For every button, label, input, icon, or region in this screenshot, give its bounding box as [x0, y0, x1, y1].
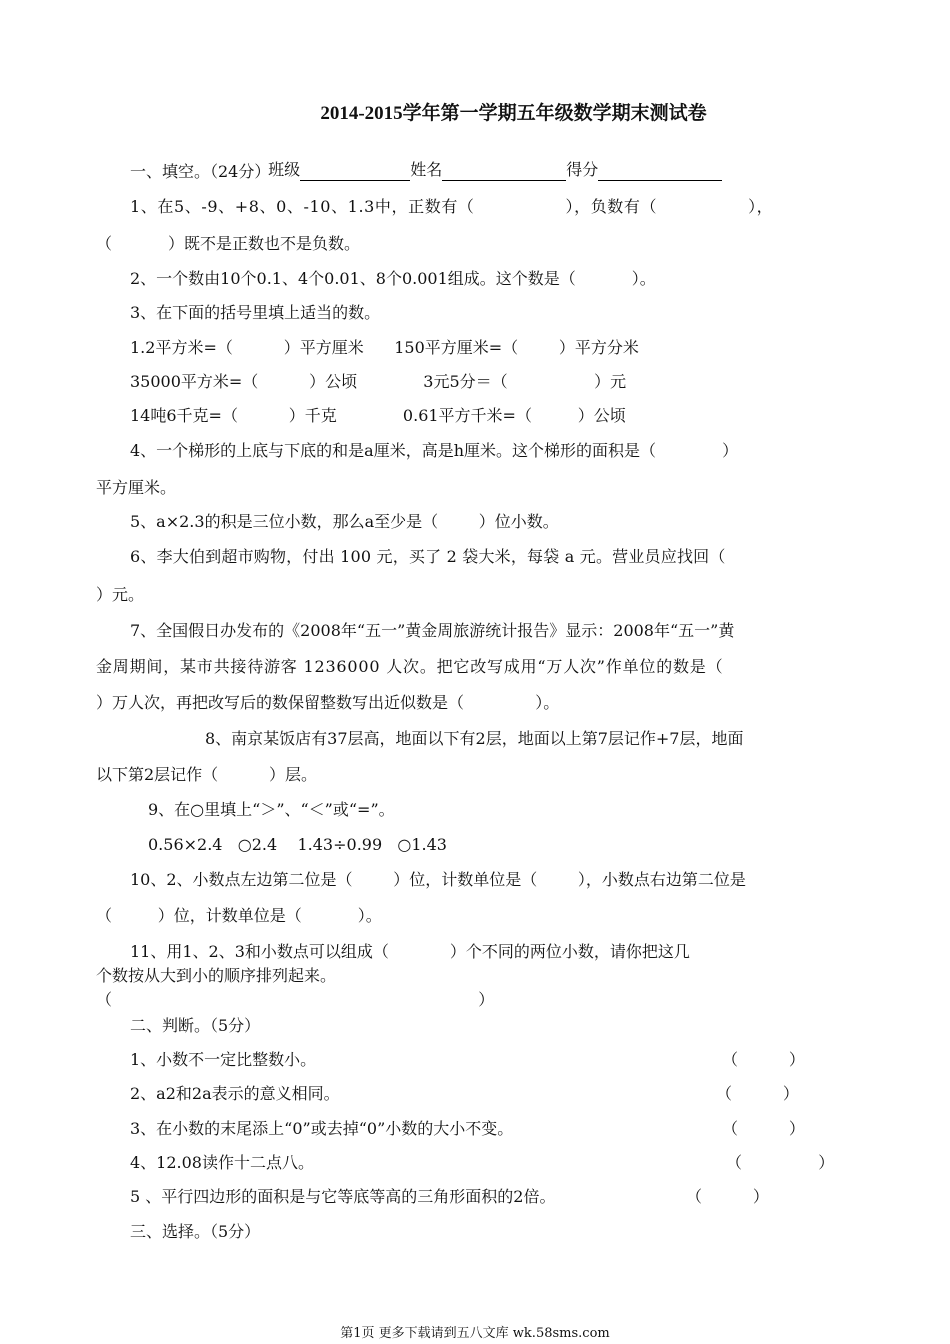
question-3-row-2: 35000平方米=（ ）公顷 3元5分＝（ ）元 [130, 372, 627, 391]
name-blank[interactable] [442, 164, 566, 181]
header-fields [258, 137, 722, 181]
class-blank[interactable] [300, 164, 410, 181]
judge-1: 1、小数不一定比整数小。 [130, 1050, 317, 1069]
question-10: 10、2、小数点左边第二位是（ ）位，计数单位是（ ），小数点右边第二位是 [130, 870, 746, 889]
page-footer: 第1页 更多下载请到五八文库 wk.58sms.com [340, 1326, 610, 1341]
section-1-heading: 一、填空。（24分） [130, 162, 271, 181]
question-8-cont: 以下第2层记作（ ）层。 [96, 765, 318, 784]
section-2-heading: 二、判断。（5分） [130, 1016, 261, 1035]
judge-5-answer[interactable]: （ ） [686, 1187, 769, 1206]
question-7-cont-1: 金周期间，某市共接待游客 1236000 人次。把它改写成用“万人次”作单位的数是（ [96, 657, 724, 676]
question-7-cont-2: ）万人次，再把改写后的数保留整数写出近似数是（ ）。 [96, 693, 560, 712]
question-4-cont: 平方厘米。 [96, 478, 177, 497]
question-4: 4、一个梯形的上底与下底的和是a厘米，高是h厘米。这个梯形的面积是（ ） [130, 441, 739, 460]
judge-3-answer[interactable]: （ ） [722, 1119, 805, 1138]
page-title: 2014-2015学年第一学期五年级数学期末测试卷 [320, 103, 707, 124]
question-1-cont: （ ）既不是正数也不是负数。 [96, 234, 360, 253]
judge-2-answer[interactable]: （ ） [716, 1084, 799, 1103]
question-6-cont: ）元。 [96, 585, 145, 604]
question-3-row-1: 1.2平方米=（ ）平方厘米 150平方厘米=（ ）平方分米 [130, 338, 639, 357]
judge-1-answer[interactable]: （ ） [722, 1050, 805, 1069]
question-7: 7、全国假日办发布的《2008年“五一”黄金周旅游统计报告》显示：2008年“五一”黄 [130, 621, 735, 640]
section-3-heading: 三、选择。（5分） [130, 1222, 261, 1241]
question-2: 2、一个数由10个0.1、4个0.01、8个0.001组成。这个数是（ ）。 [130, 269, 656, 288]
question-11-answer: （ ） [96, 990, 495, 1009]
question-1: 1、在5、-9、+8、0、-10、1.3中，正数有（ ），负数有（ ）， [130, 197, 774, 216]
question-11: 11、用1、2、3和小数点可以组成（ ）个不同的两位小数，请你把这几 [130, 942, 690, 961]
question-9: 9、在○里填上“＞”、“＜”或“=”。 [148, 800, 395, 819]
question-11-cont: 个数按从大到小的顺序排列起来。 [96, 966, 337, 985]
class-label: 班级 [268, 160, 301, 179]
judge-5: 5 、平行四边形的面积是与它等底等高的三角形面积的2倍。 [130, 1187, 556, 1206]
name-label: 姓名 [410, 160, 443, 179]
question-3-row-3: 14吨6千克=（ ）千克 0.61平方千米=（ ）公顷 [130, 406, 626, 425]
judge-2: 2、a2和2a表示的意义相同。 [130, 1084, 340, 1103]
score-label: 得分 [566, 160, 599, 179]
judge-4-answer[interactable]: （ ） [726, 1153, 835, 1172]
question-5: 5、a×2.3的积是三位小数，那么a至少是（ ）位小数。 [130, 512, 559, 531]
judge-3: 3、在小数的末尾添上“0”或去掉“0”小数的大小不变。 [130, 1119, 514, 1138]
question-3: 3、在下面的括号里填上适当的数。 [130, 303, 381, 322]
judge-4: 4、12.08读作十二点八。 [130, 1153, 314, 1172]
question-10-cont: （ ）位，计数单位是（ ）。 [96, 906, 382, 925]
score-blank[interactable] [598, 164, 722, 181]
question-6: 6、李大伯到超市购物，付出 100 元，买了 2 袋大米，每袋 a 元。营业员应找回（ [130, 547, 726, 566]
question-9-items: 0.56×2.4 ○2.4 1.43÷0.99 ○1.43 [148, 835, 447, 854]
question-8: 8、南京某饭店有37层高，地面以下有2层，地面以上第7层记作+7层，地面 [205, 729, 744, 748]
